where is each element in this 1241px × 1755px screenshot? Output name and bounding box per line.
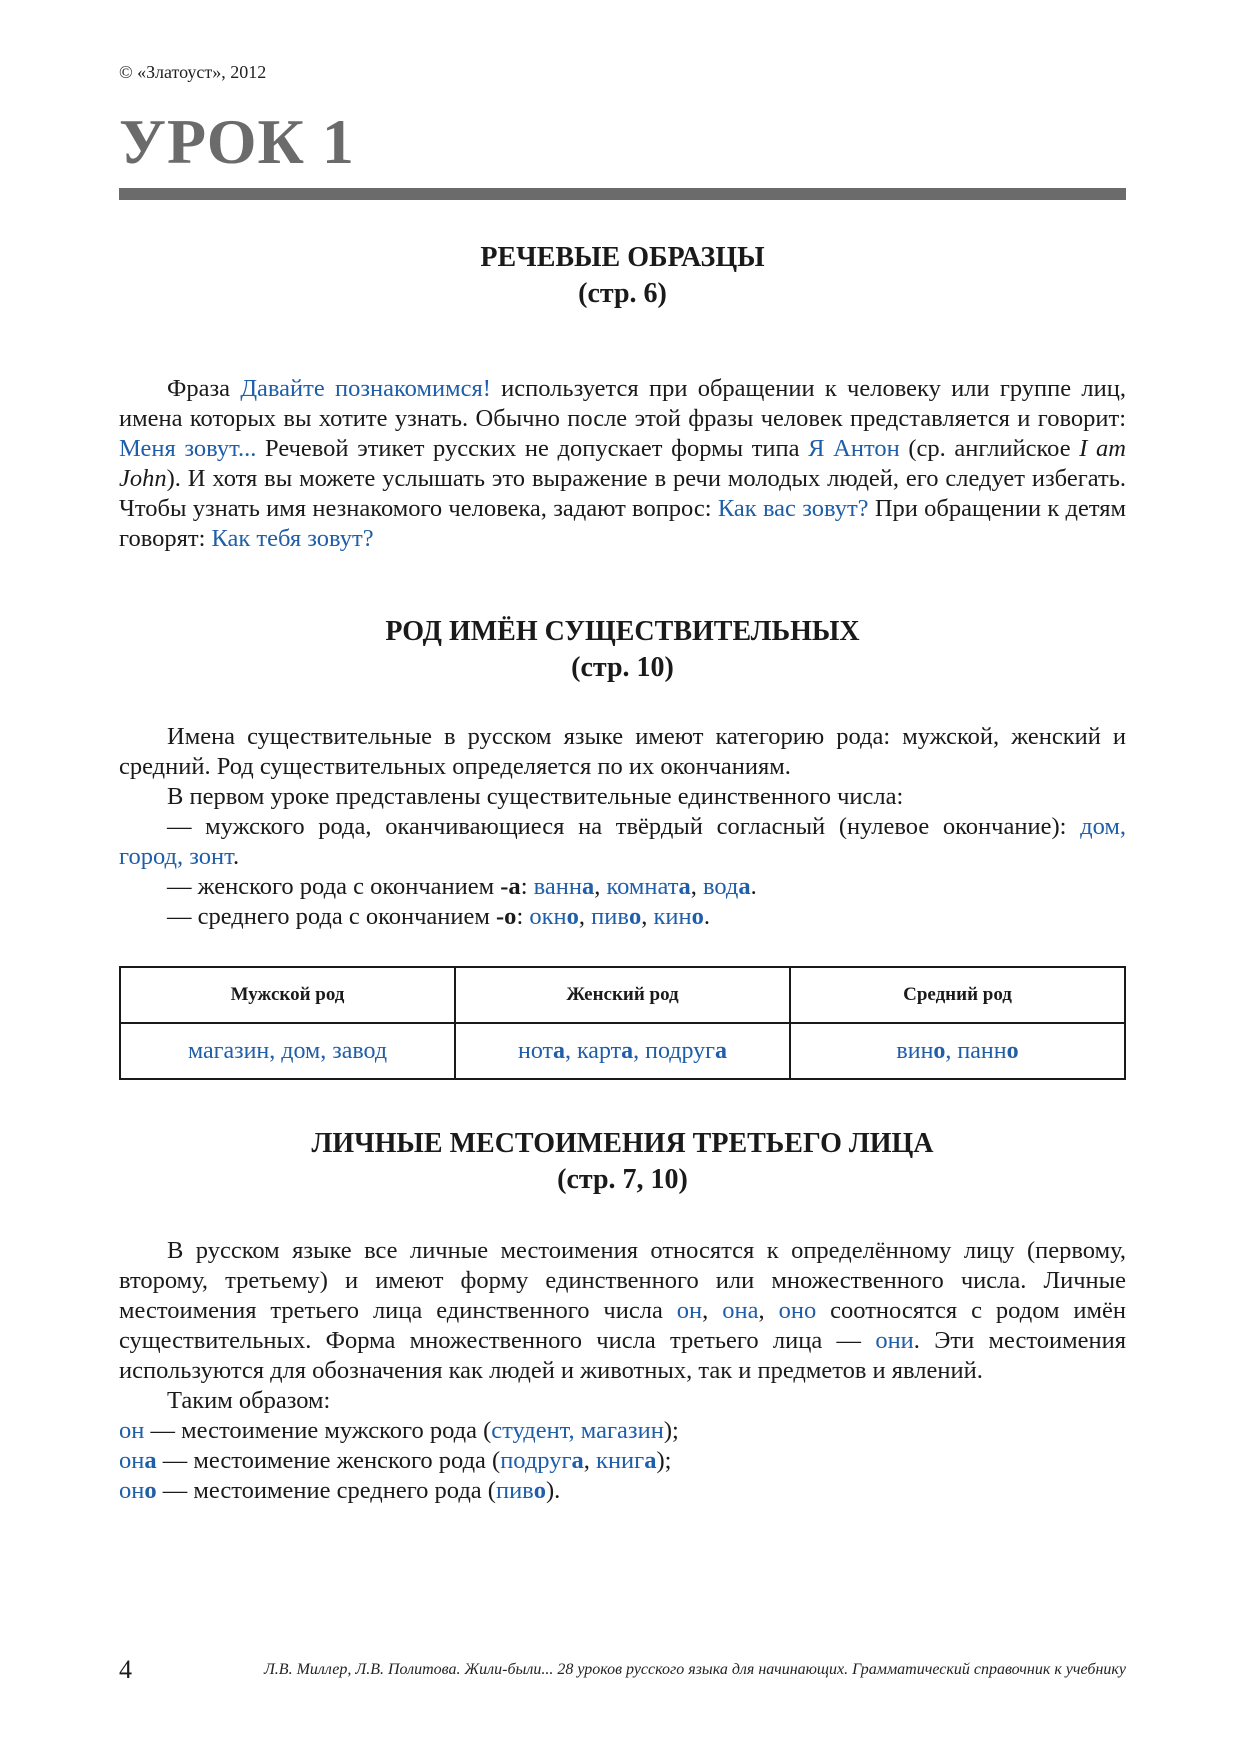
table-cell-masc: магазин, дом, завод	[120, 1023, 455, 1079]
page-number: 4	[119, 1655, 132, 1684]
lesson-title: УРОК 1	[119, 106, 355, 177]
example-phrase: Как вас зовут?	[717, 495, 869, 522]
table-header-fem: Женский род	[455, 967, 790, 1023]
pronoun-ono-line: оно — местоимение среднего рода (пиво).	[119, 1477, 561, 1504]
english-example: I am John	[119, 435, 1126, 492]
section-heading-noun-gender	[119, 614, 1126, 686]
masc-examples: дом, город, зонт	[119, 813, 1126, 870]
section-heading-speech-patterns	[119, 240, 1126, 312]
section-title: ЛИЧНЫЕ МЕСТОИМЕНИЯ ТРЕТЬЕГО ЛИЦА	[311, 1128, 934, 1159]
table-header-row	[120, 967, 1125, 1023]
title-rule	[119, 188, 1126, 200]
table-header-neut: Средний род	[790, 967, 1125, 1023]
pronoun-ona-line: она — местоимение женского рода (подруга, книга);	[119, 1447, 672, 1474]
ending-o: -о	[496, 903, 517, 930]
example-phrase: Давайте познакомимся!	[240, 375, 491, 402]
pronouns-paragraph: В русском языке все личные местоимения относятся к определённому лицу (первому, второму, третьему) и имеют форму единственного или множественного числа. Личные местоимения третьего лица единственного числа он, она, оно соотносятся с родом имён существительных. Форма множественного числа третьего лица — они. Эти местоимения используются для обозначения как людей и животных, так и предметов и явлений. Таким образом: он — местоимение мужского рода (студент, магазин); она — местоимение женского рода (подруга, книга); оно — местоимение среднего рода (пиво).	[119, 1237, 1127, 1504]
section-title: РОД ИМЁН СУЩЕСТВИТЕЛЬНЫХ	[385, 616, 860, 647]
section-pages: (стр. 7, 10)	[557, 1164, 688, 1195]
section-title: РЕЧЕВЫЕ ОБРАЗЦЫ	[480, 242, 765, 273]
section-pages: (стр. 10)	[571, 652, 674, 683]
table-cell-neut: вино, панно	[790, 1023, 1125, 1079]
copyright: © «Златоуст», 2012	[119, 62, 267, 82]
section-pages: (стр. 6)	[578, 278, 667, 309]
pronoun-on-line: он — местоимение мужского рода (студент, магазин);	[119, 1417, 679, 1444]
example-phrase: Я Антон	[808, 435, 900, 462]
ending-a: -а	[500, 873, 521, 900]
section-heading-pronouns	[119, 1126, 1126, 1198]
speech-patterns-paragraph: Фраза Давайте познакомимся! используется при обращении к человеку или группе лиц, имена которых вы хотите узнать. Обычно после этой фразы человек представляется и говорит: Меня зовут... Речевой этикет русских не допускает формы типа Я Антон (ср. английское I am John). И хотя вы можете услышать это выражение в речи молодых людей, его следует избегать. Чтобы узнать имя незнакомого человека, задают вопрос: Как вас зовут? При обращении к детям говорят: Как тебя зовут?	[119, 375, 1126, 552]
footer-citation: Л.В. Миллер, Л.В. Политова. Жили-были... 28 уроков русского языка для начинающих. Грамматический справочник к учебнику	[263, 1661, 1126, 1678]
noun-gender-paragraph: Имена существительные в русском языке имеют категорию рода: мужской, женский и средний. Род существительных определяется по их окончаниям. В первом уроке представлены существительные единственного числа: — мужского рода, оканчивающиеся на твёрдый согласный (нулевое окончание): дом, город, зонт. — женского рода с окончанием -а: ванна, комната, вода. — среднего рода с окончанием -о: окно, пиво, кино.	[119, 723, 1126, 930]
table-cell-fem: нота, карта, подруга	[455, 1023, 790, 1079]
gender-table	[119, 966, 1126, 1080]
example-phrase: Меня зовут...	[119, 435, 257, 462]
example-phrase: Как тебя зовут?	[211, 525, 374, 552]
table-header-masc: Мужской род	[120, 967, 455, 1023]
table-row	[120, 1023, 1125, 1079]
